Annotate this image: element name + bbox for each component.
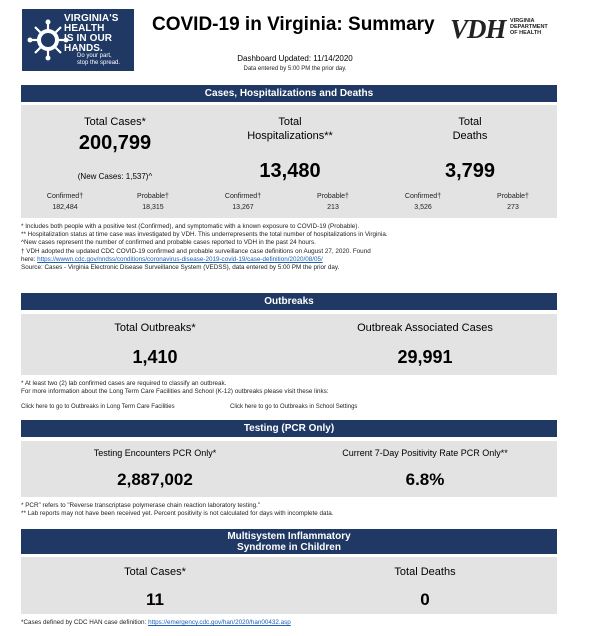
- cases-confirmed-label: Confirmed†: [46, 193, 84, 200]
- mis-cases-label: Total Cases*: [124, 566, 186, 578]
- hosp-confirmed-label: Confirmed†: [224, 193, 262, 200]
- cases-section-header: Cases, Hospitalizations and Deaths: [21, 85, 557, 102]
- new-cases: (New Cases: 1,537)^: [77, 172, 153, 181]
- deaths-confirmed-label: Confirmed†: [404, 193, 442, 200]
- page-title: COVID-19 in Virginia: Summary: [152, 14, 435, 35]
- cases-probable-value: 18,315: [142, 204, 164, 211]
- mis-footnote: *Cases defined by CDC HAN case definition: https://emergency.cdc.gov/han/2020/han00432.asp: [21, 619, 291, 626]
- testing-section-header: Testing (PCR Only): [21, 420, 557, 437]
- outbreaks-footnotes: * At least two (2) lab confirmed cases are required to classify an outbreak. For more information about the Long Term Care Facilities and School (K-12) outbreaks please visit these links:: [21, 380, 329, 396]
- vdh-logo-mark: VDH: [450, 14, 506, 44]
- deaths-label-line2: Deaths: [452, 130, 488, 142]
- cases-confirmed-value: 182,484: [52, 204, 78, 211]
- dashboard-updated: Dashboard Updated: 11/14/2020: [237, 54, 353, 63]
- hospitalizations-label-line2: Hospitalizations**: [247, 130, 333, 142]
- mis-deaths-value: 0: [420, 590, 430, 609]
- outbreak-cases-label: Outbreak Associated Cases: [357, 322, 493, 334]
- data-entered-note: Data entered by 5:00 PM the prior day.: [243, 66, 347, 72]
- testing-encounters-value: 2,887,002: [117, 470, 193, 489]
- deaths-probable-value: 273: [507, 204, 519, 211]
- testing-encounters-label: Testing Encounters PCR Only*: [93, 448, 217, 458]
- mis-cases-value: 11: [146, 590, 164, 609]
- mis-section-header: Multisystem Inflammatory Syndrome in Children: [21, 529, 557, 554]
- total-cases-label: Total Cases*: [84, 116, 146, 128]
- mis-deaths-label: Total Deaths: [394, 566, 456, 578]
- testing-footnotes: * PCR" refers to "Reverse transcriptase polymerase chain reaction laboratory testing." ** Lab reports may not have been received yet. Percent positivity is not calculated for days with incomplete data.: [21, 502, 334, 518]
- logo-text: VIRGINIA'S HEALTH IS IN OUR HANDS.: [64, 13, 119, 54]
- total-outbreaks-value: 1,410: [132, 347, 178, 367]
- total-outbreaks-label: Total Outbreaks*: [114, 322, 196, 334]
- hospitalizations-label-line1: Total: [278, 116, 302, 128]
- deaths-label-line1: Total: [458, 116, 482, 128]
- positivity-rate-value: 6.8%: [405, 470, 445, 489]
- vdh-logo-text: VIRGINIA DEPARTMENT OF HEALTH: [510, 18, 548, 36]
- hospitalizations-value: 13,480: [259, 160, 321, 182]
- cdc-case-definition-link[interactable]: https://wwwn.cdc.gov/nndss/conditions/coronavirus-disease-2019-covid-19/case-definition/2020/08/05/: [37, 255, 323, 263]
- outbreak-cases-value: 29,991: [397, 347, 453, 367]
- positivity-rate-label: Current 7-Day Positivity Rate PCR Only**: [342, 448, 508, 458]
- total-cases-value: 200,799: [78, 132, 152, 154]
- logo-tagline: Do your part, stop the spread.: [77, 53, 121, 66]
- hosp-confirmed-value: 13,267: [232, 204, 254, 211]
- hosp-probable-label: Probable†: [317, 193, 349, 200]
- cases-probable-label: Probable†: [137, 193, 169, 200]
- ltcf-outbreaks-link[interactable]: Click here to go to Outbreaks in Long Term Care Facilities: [21, 404, 175, 410]
- school-outbreaks-link[interactable]: Click here to go to Outbreaks in School Settings: [230, 404, 358, 410]
- deaths-confirmed-value: 3,526: [414, 204, 432, 211]
- outbreaks-section-header: Outbreaks: [21, 293, 557, 310]
- deaths-value: 3,799: [444, 160, 496, 182]
- cdc-han-link[interactable]: https://emergency.cdc.gov/han/2020/han00432.asp: [148, 619, 291, 626]
- cases-footnotes: * Includes both people with a positive test (Confirmed), and symptomatic with a known exposure to COVID-19 (Probable). ** Hospitalization status at time case was investigated by VDH. This underrepresents the total number of hospitalizations in Virginia. ^New cases represent the number of confirmed and probable cases reported to VDH in the past 24 hours. † VDH adopted the updated CDC COVID-19 confirmed and probable surveillance case definitions on August 27, 2020. Found here: https://wwwn.cdc.gov/nndss/conditions/coronavirus-disease-2019-covid-19/case-definition/2020/08/05/ Source: Cases - Virginia Electronic Disease Surveillance System (VEDSS), data entered by 5:00 PM the prior day.: [21, 223, 388, 272]
- hosp-probable-value: 213: [327, 204, 339, 211]
- deaths-probable-label: Probable†: [497, 193, 529, 200]
